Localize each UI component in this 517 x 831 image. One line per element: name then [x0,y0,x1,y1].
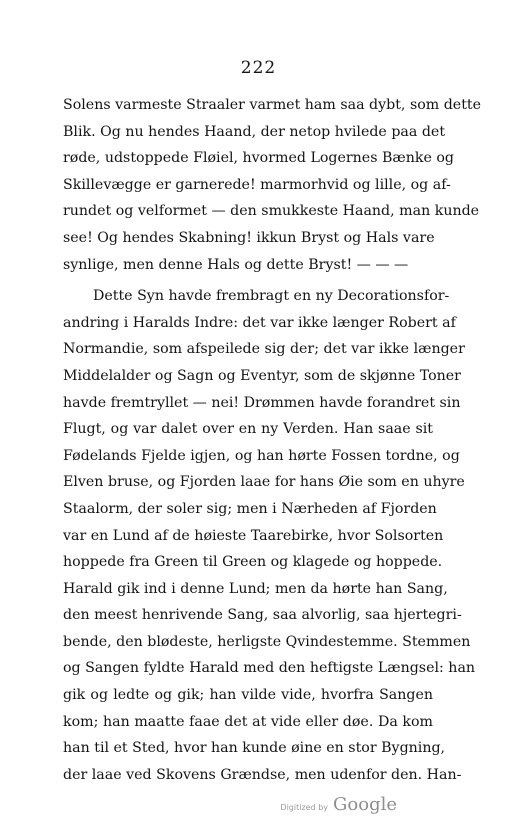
digitized-label: Digitized by [280,803,329,812]
text-line: gik og ledte og gik; han vilde vide, hvorfra Sangen [63,687,433,704]
text-line: Flugt, og var dalet over en ny Verden. Han saae sit [63,421,433,438]
text-line: Staalorm, der soler sig; men i Nærheden af Fjorden [63,500,437,517]
text-line: han til et Sted, hvor han kunde øine en stor Bygning, [63,740,446,757]
text-line: og Sangen fyldte Harald med den heftigste Længsel: han [63,660,476,677]
text-line: Dette Syn havde frembragt en ny Decorationsfor- [93,288,450,305]
text-line: røde, udstoppede Fløiel, hvormed Logernes Bænke og [63,150,455,167]
digitization-watermark [280,794,397,815]
paragraph-1 [63,92,482,278]
page-number: 222 [240,58,277,78]
body-text [63,92,482,788]
text-line: havde fremtryllet — nei! Drømmen havde forandret sin [63,394,461,411]
paragraph-2 [63,283,476,788]
text-line: rundet og velformet — den smukkeste Haand, man kunde [63,203,480,220]
text-line: see! Og hendes Skabning! ikkun Bryst og Hals vare [63,229,435,246]
text-line: Harald gik ind i denne Lund; men da hørte han Sang, [63,580,448,597]
text-line: Skillevægge er garnerede! marmorhvid og lille, og af- [63,176,451,193]
text-line: var en Lund af de høieste Taarebirke, hvor Solsorten [63,527,444,544]
google-logo: Google [333,794,397,815]
text-line: Normandie, som afspeilede sig der; det var ikke længer [63,341,465,358]
text-line: synlige, men denne Hals og dette Bryst! — — — [63,256,409,273]
text-line: hoppede fra Green til Green og klagede og hoppede. [63,554,443,571]
text-line: der laae ved Skovens Grændse, men udenfor den. Han- [63,766,462,783]
text-line: Solens varmeste Straaler varmet ham saa dybt, som dette [63,97,482,113]
text-line: bende, den blødeste, herligste Qvindestemme. Stemmen [63,633,471,650]
text-line: Elven bruse, og Fjorden laae for hans Øie som en uhyre [63,474,465,491]
text-line: den meest henrivende Sang, saa alvorlig, saa hjertegri- [63,607,462,624]
text-line: andring i Haralds Indre: det var ikke længer Robert af [63,314,456,331]
text-line: Blik. Og nu hendes Haand, der netop hvilede paa det [63,123,446,140]
text-line: kom; han maatte faae det at vide eller døe. Da kom [63,713,433,730]
text-line: Middelalder og Sagn og Eventyr, som de skjønne Toner [63,367,461,384]
text-line: Fødelands Fjelde igjen, og han hørte Fossen tordne, og [63,447,460,464]
